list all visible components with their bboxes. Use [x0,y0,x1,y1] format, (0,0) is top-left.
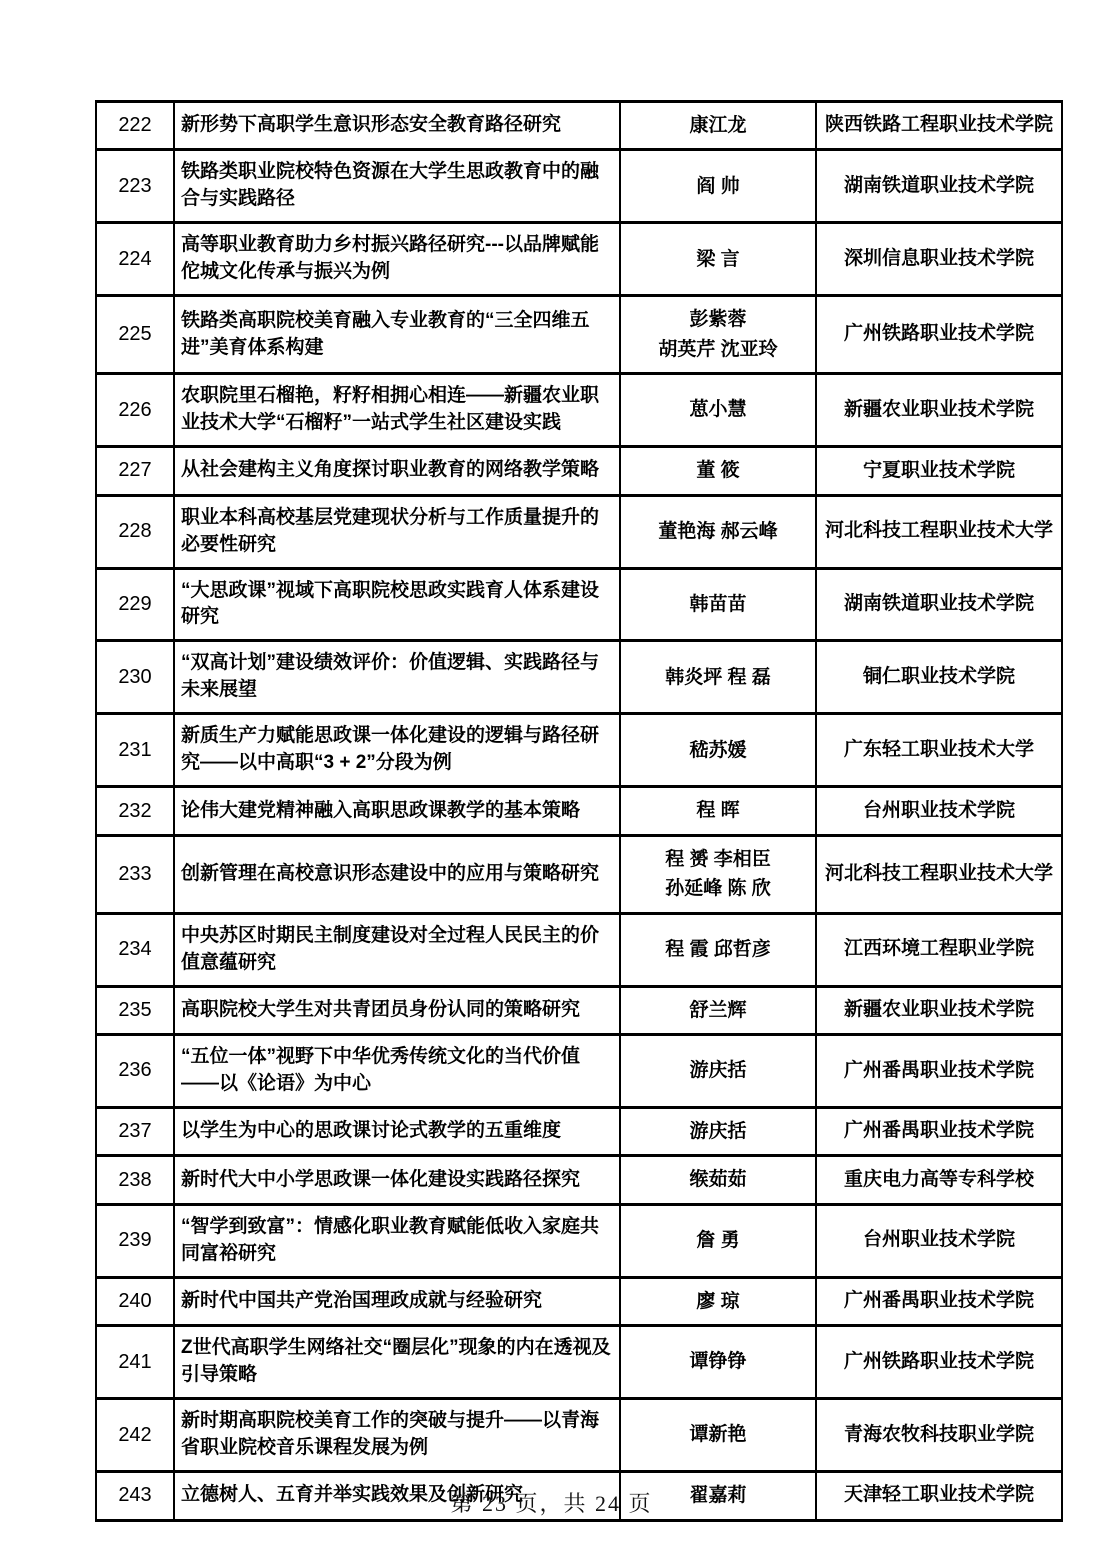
paper-title: 创新管理在高校意识形态建设中的应用与策略研究 [174,835,620,913]
author-names [620,913,816,986]
row-number: 226 [96,374,174,447]
table-row [96,568,1062,641]
row-number: 242 [96,1399,174,1472]
row-number: 232 [96,787,174,835]
row-number: 236 [96,1035,174,1108]
author-line: 游庆括 [689,1120,747,1142]
institution-name: 河北科技工程职业技术大学 [816,835,1062,913]
author-names [620,1035,816,1108]
table-row [96,296,1062,374]
paper-title: 立德树人、五育并举实践效果及创新研究 [174,1472,620,1520]
paper-title: 职业本科高校基层党建现状分析与工作质量提升的必要性研究 [174,495,620,568]
page-footer: 第 23 页，共 24 页 [450,1491,653,1516]
author-line: 廖 琼 [696,1290,740,1312]
row-number: 241 [96,1326,174,1399]
institution-name: 河北科技工程职业技术大学 [816,495,1062,568]
institution-name: 新疆农业职业技术学院 [816,986,1062,1034]
author-names [620,1399,816,1472]
row-number: 240 [96,1277,174,1325]
institution-name: 天津轻工职业技术学院 [816,1472,1062,1520]
table-row [96,1326,1062,1399]
author-names [620,835,816,913]
author-names [620,1156,816,1204]
paper-title: 论伟大建党精神融入高职思政课教学的基本策略 [174,787,620,835]
row-number: 243 [96,1472,174,1520]
author-line: 嵇苏媛 [689,739,747,761]
author-names [620,1277,816,1325]
table-row [96,913,1062,986]
row-number: 230 [96,641,174,714]
paper-title: 铁路类高职院校美育融入专业教育的“三全四维五进”美育体系构建 [174,296,620,374]
row-number: 237 [96,1107,174,1155]
table-row [96,102,1062,150]
row-number: 233 [96,835,174,913]
paper-title: 中央苏区时期民主制度建设对全过程人民民主的价值意蕴研究 [174,913,620,986]
institution-name: 广州番禺职业技术学院 [816,1035,1062,1108]
institution-name: 广州铁路职业技术学院 [816,1326,1062,1399]
institution-name: 新疆农业职业技术学院 [816,374,1062,447]
paper-title: 新时代中国共产党治国理政成就与经验研究 [174,1277,620,1325]
author-names [620,223,816,296]
table-row [96,447,1062,495]
author-names [620,1107,816,1155]
author-line: 韩炎坪 程 磊 [665,666,771,688]
paper-title: 新时代大中小学思政课一体化建设实践路径探究 [174,1156,620,1204]
author-line: 舒兰辉 [689,999,747,1021]
author-line: 程 赟 李相臣 [665,848,771,870]
paper-title: “智学到致富”：情感化职业教育赋能低收入家庭共同富裕研究 [174,1204,620,1277]
institution-name: 台州职业技术学院 [816,787,1062,835]
institution-name: 湖南铁道职业技术学院 [816,568,1062,641]
author-line: 董艳海 郝云峰 [658,520,778,542]
paper-title: 从社会建构主义角度探讨职业教育的网络教学策略 [174,447,620,495]
table-row [96,374,1062,447]
institution-name: 宁夏职业技术学院 [816,447,1062,495]
author-line: 翟嘉莉 [689,1485,747,1507]
institution-name: 广州番禺职业技术学院 [816,1277,1062,1325]
table-row [96,714,1062,787]
institution-name: 广州铁路职业技术学院 [816,296,1062,374]
table-row [96,1204,1062,1277]
row-number: 227 [96,447,174,495]
paper-title: 高职院校大学生对共青团员身份认同的策略研究 [174,986,620,1034]
author-line: 葸小慧 [689,399,747,421]
paper-title: 新形势下高职学生意识形态安全教育路径研究 [174,102,620,150]
author-names [620,374,816,447]
author-line: 梁 言 [696,248,740,270]
institution-name: 青海农牧科技职业学院 [816,1399,1062,1472]
table-row [96,1035,1062,1108]
table-row [96,835,1062,913]
author-line: 孙延峰 陈 欣 [665,878,771,900]
author-line: 阎 帅 [696,175,740,197]
institution-name: 陕西铁路工程职业技术学院 [816,102,1062,150]
paper-title: “大思政课”视域下高职院校思政实践育人体系建设研究 [174,568,620,641]
institution-name: 广东轻工职业技术大学 [816,714,1062,787]
author-names [620,568,816,641]
author-line: 程 霞 邱哲彦 [665,938,771,960]
paper-title: 铁路类职业院校特色资源在大学生思政教育中的融合与实践路径 [174,150,620,223]
author-line: 詹 勇 [696,1230,740,1252]
table-row [96,223,1062,296]
table-row [96,1107,1062,1155]
author-line: 程 晖 [696,800,740,822]
row-number: 229 [96,568,174,641]
row-number: 235 [96,986,174,1034]
author-names [620,102,816,150]
table-row [96,495,1062,568]
table-row [96,1156,1062,1204]
table-row [96,1399,1062,1472]
paper-title: 农职院里石榴艳，籽籽相拥心相连——新疆农业职业技术大学“石榴籽”一站式学生社区建设实践 [174,374,620,447]
author-names [620,150,816,223]
row-number: 238 [96,1156,174,1204]
row-number: 239 [96,1204,174,1277]
author-line: 胡英芹 沈亚玲 [658,338,778,360]
author-names [620,986,816,1034]
author-names [620,641,816,714]
author-line: 缑茹茹 [689,1169,747,1191]
institution-name: 深圳信息职业技术学院 [816,223,1062,296]
author-line: 韩苗苗 [689,593,747,615]
author-line: 谭新艳 [689,1424,747,1446]
paper-title: “五位一体”视野下中华优秀传统文化的当代价值——以《论语》为中心 [174,1035,620,1108]
table-row [96,641,1062,714]
row-number: 228 [96,495,174,568]
paper-title: 高等职业教育助力乡村振兴路径研究---以品牌赋能佗城文化传承与振兴为例 [174,223,620,296]
institution-name: 铜仁职业技术学院 [816,641,1062,714]
row-number: 223 [96,150,174,223]
paper-title: 新时期高职院校美育工作的突破与提升——以青海省职业院校音乐课程发展为例 [174,1399,620,1472]
author-names [620,1326,816,1399]
author-line: 谭铮铮 [689,1351,747,1373]
author-line: 彭紫蓉 [689,309,747,331]
table-row [96,787,1062,835]
table-row [96,986,1062,1034]
author-line: 游庆括 [689,1060,747,1082]
row-number: 222 [96,102,174,150]
author-line: 康江龙 [689,115,747,136]
row-number: 234 [96,913,174,986]
paper-title: 新质生产力赋能思政课一体化建设的逻辑与路径研究——以中高职“3 + 2”分段为例 [174,714,620,787]
paper-list-table [95,100,1063,1522]
institution-name: 重庆电力高等专科学校 [816,1156,1062,1204]
institution-name: 广州番禺职业技术学院 [816,1107,1062,1155]
author-names [620,1204,816,1277]
table-row [96,1277,1062,1325]
author-names [620,714,816,787]
row-number: 231 [96,714,174,787]
paper-title: “双高计划”建设绩效评价：价值逻辑、实践路径与未来展望 [174,641,620,714]
paper-list-table-body [96,102,1062,1521]
institution-name: 江西环境工程职业学院 [816,913,1062,986]
author-line: 董 筱 [696,460,740,482]
author-names [620,296,816,374]
row-number: 225 [96,296,174,374]
author-names [620,787,816,835]
institution-name: 台州职业技术学院 [816,1204,1062,1277]
row-number: 224 [96,223,174,296]
paper-title: Z世代高职学生网络社交“圈层化”现象的内在透视及引导策略 [174,1326,620,1399]
author-names [620,495,816,568]
author-names [620,447,816,495]
table-row [96,150,1062,223]
institution-name: 湖南铁道职业技术学院 [816,150,1062,223]
paper-title: 以学生为中心的思政课讨论式教学的五重维度 [174,1107,620,1155]
